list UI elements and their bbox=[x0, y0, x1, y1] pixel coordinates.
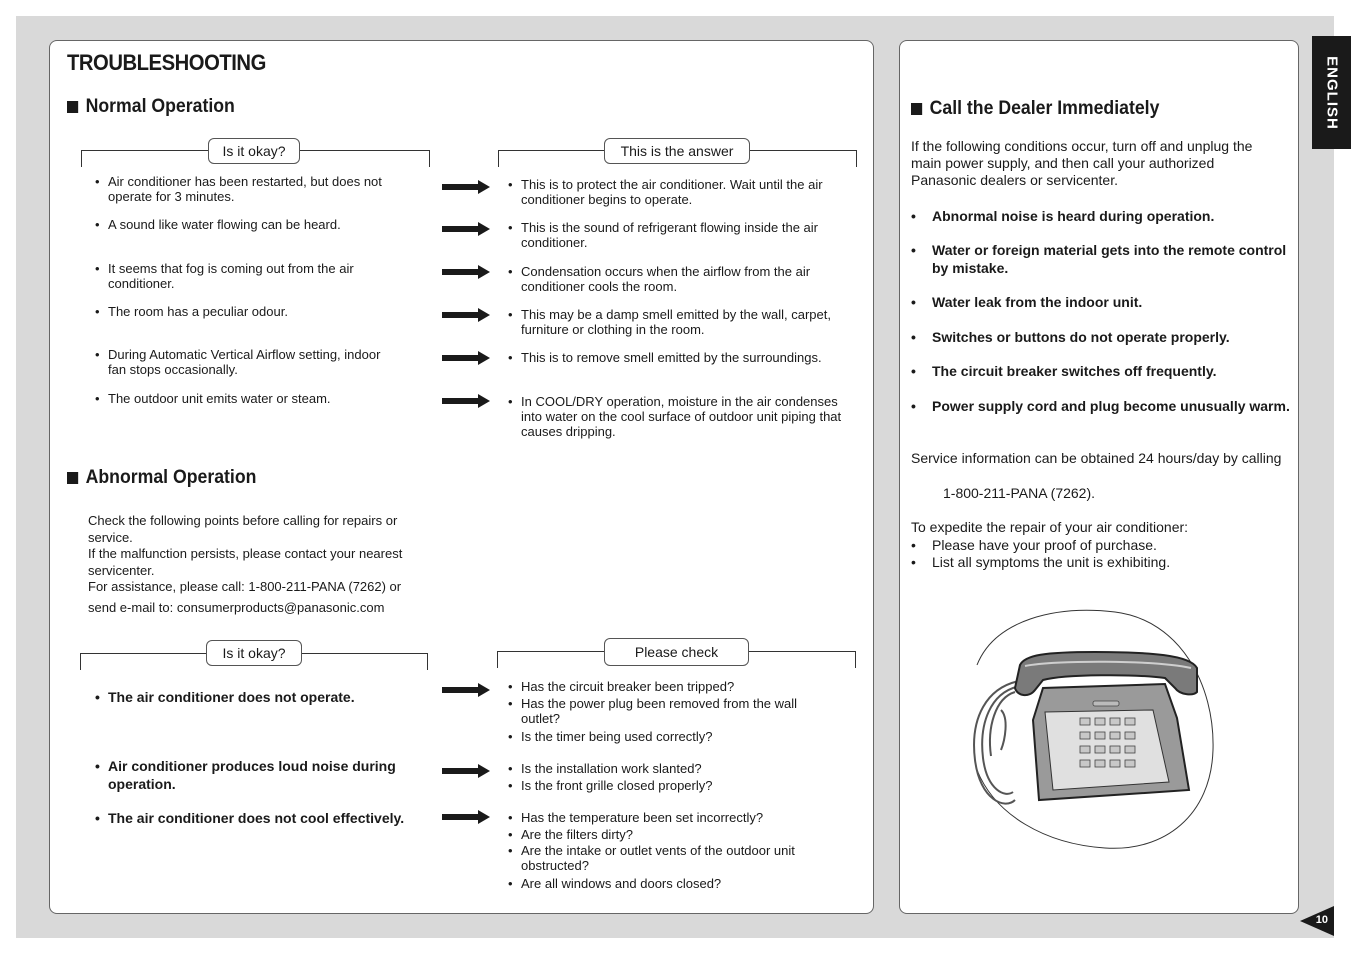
language-tab-label: ENGLISH bbox=[1323, 55, 1340, 130]
abnormal-intro-line: For assistance, please call: 1-800-211-PANA (7262) or bbox=[88, 579, 402, 594]
bullet-icon: • bbox=[911, 537, 916, 553]
telephone-illustration bbox=[965, 600, 1225, 855]
service-info: Service information can be obtained 24 hours/day by calling bbox=[911, 450, 1282, 466]
arrow-right-icon bbox=[442, 764, 490, 778]
expedite-text: To expedite the repair of your air conditioner: bbox=[911, 519, 1189, 535]
abnormal-question-label: Is it okay? bbox=[206, 640, 302, 666]
normal-question: • A sound like water flowing can be heard. bbox=[95, 217, 426, 232]
square-bullet-icon bbox=[911, 103, 922, 115]
check-item: • Is the installation work slanted? bbox=[508, 761, 856, 776]
abnormal-question: • Air conditioner produces loud noise during operation. bbox=[95, 757, 433, 793]
check-item: • Has the circuit breaker been tripped? bbox=[508, 679, 856, 694]
normal-answer: • This is to remove smell emitted by the surroundings. bbox=[508, 350, 861, 365]
dealer-condition: • Abnormal noise is heard during operation. bbox=[911, 208, 1297, 226]
normal-question-label: Is it okay? bbox=[208, 138, 300, 164]
square-bullet-icon bbox=[67, 472, 78, 484]
check-item: • Is the timer being used correctly? bbox=[508, 729, 856, 744]
abnormal-intro bbox=[88, 513, 433, 616]
normal-question: • During Automatic Vertical Airflow setting, indoor fan stops occasionally. bbox=[95, 347, 388, 377]
abnormal-question: • The air conditioner does not cool effectively. bbox=[95, 809, 443, 827]
check-item: • Are all windows and doors closed? bbox=[508, 876, 856, 891]
abnormal-operation-heading-text: Abnormal Operation bbox=[85, 467, 257, 488]
abnormal-operation-heading bbox=[67, 467, 256, 489]
normal-answer: • In COOL/DRY operation, moisture in the air condenses into water on the cool surface of outdoor unit piping that causes dripping. bbox=[508, 394, 856, 439]
check-item: • Are the intake or outlet vents of the outdoor unit obstructed? bbox=[508, 843, 831, 873]
page-number: 10 bbox=[1315, 914, 1328, 926]
abnormal-question: • The air conditioner does not operate. bbox=[95, 688, 438, 706]
expedite-item bbox=[911, 554, 1304, 571]
normal-answer: • This may be a damp smell emitted by the wall, carpet, furniture or clothing in the room. bbox=[508, 307, 841, 337]
bullet-icon: • bbox=[911, 554, 916, 570]
normal-question: • Air conditioner has been restarted, but does not operate for 3 minutes. bbox=[95, 174, 426, 204]
check-item: • Are the filters dirty? bbox=[508, 827, 856, 842]
arrow-right-icon bbox=[442, 810, 490, 824]
abnormal-intro-line: send e-mail to: consumerproducts@panasonic.com bbox=[88, 599, 385, 615]
page-title: TROUBLESHOOTING bbox=[67, 50, 266, 75]
dealer-condition: • The circuit breaker switches off frequently. bbox=[911, 363, 1297, 381]
call-dealer-heading-text: Call the Dealer Immediately bbox=[929, 98, 1160, 119]
check-item: • Has the temperature been set incorrectly? bbox=[508, 810, 856, 825]
abnormal-intro-line: If the malfunction persists, please contact your nearest servicenter. bbox=[88, 546, 403, 578]
arrow-right-icon bbox=[442, 265, 490, 279]
expedite-item bbox=[911, 537, 1304, 554]
normal-answer-label: This is the answer bbox=[604, 138, 750, 164]
arrow-right-icon bbox=[442, 222, 490, 236]
check-item: • Has the power plug been removed from the wall outlet? bbox=[508, 696, 821, 726]
abnormal-intro-line: Check the following points before calling for repairs or service. bbox=[88, 513, 398, 545]
arrow-right-icon bbox=[442, 308, 490, 322]
dealer-intro: If the following conditions occur, turn off and unplug the main power supply, and then call your authorized Panasonic dealers or servicenter. bbox=[911, 138, 1253, 188]
dealer-condition: • Water leak from the indoor unit. bbox=[911, 294, 1297, 312]
arrow-right-icon bbox=[442, 683, 490, 697]
arrow-right-icon bbox=[442, 394, 490, 408]
normal-answer: • This is to protect the air conditioner. Wait until the air conditioner begins to operate. bbox=[508, 177, 856, 207]
dealer-condition: • Switches or buttons do not operate properly. bbox=[911, 329, 1297, 347]
normal-operation-heading-text: Normal Operation bbox=[85, 96, 235, 117]
check-item: • Is the front grille closed properly? bbox=[508, 778, 856, 793]
expedite-item-text: List all symptoms the unit is exhibiting. bbox=[932, 554, 1171, 570]
normal-operation-heading bbox=[67, 96, 235, 118]
page-number-badge bbox=[1300, 906, 1334, 936]
normal-question: • The outdoor unit emits water or steam. bbox=[95, 391, 426, 406]
language-tab bbox=[1312, 36, 1351, 149]
dealer-condition: • Power supply cord and plug become unusually warm. bbox=[911, 398, 1297, 416]
normal-answer: • Condensation occurs when the airflow from the air conditioner cools the room. bbox=[508, 264, 856, 294]
call-dealer-heading bbox=[911, 98, 1159, 120]
arrow-right-icon bbox=[442, 180, 490, 194]
normal-question: • It seems that fog is coming out from the air conditioner. bbox=[95, 261, 398, 291]
normal-answer: • This is the sound of refrigerant flowing inside the air conditioner. bbox=[508, 220, 856, 250]
expedite-item-text: Please have your proof of purchase. bbox=[932, 537, 1157, 553]
dealer-condition: • Water or foreign material gets into the remote control by mistake. bbox=[911, 242, 1297, 277]
square-bullet-icon bbox=[67, 101, 78, 113]
normal-question: • The room has a peculiar odour. bbox=[95, 304, 426, 319]
service-phone-number: 1-800-211-PANA (7262). bbox=[943, 485, 1096, 501]
arrow-right-icon bbox=[442, 351, 490, 365]
abnormal-check-label: Please check bbox=[604, 638, 749, 666]
